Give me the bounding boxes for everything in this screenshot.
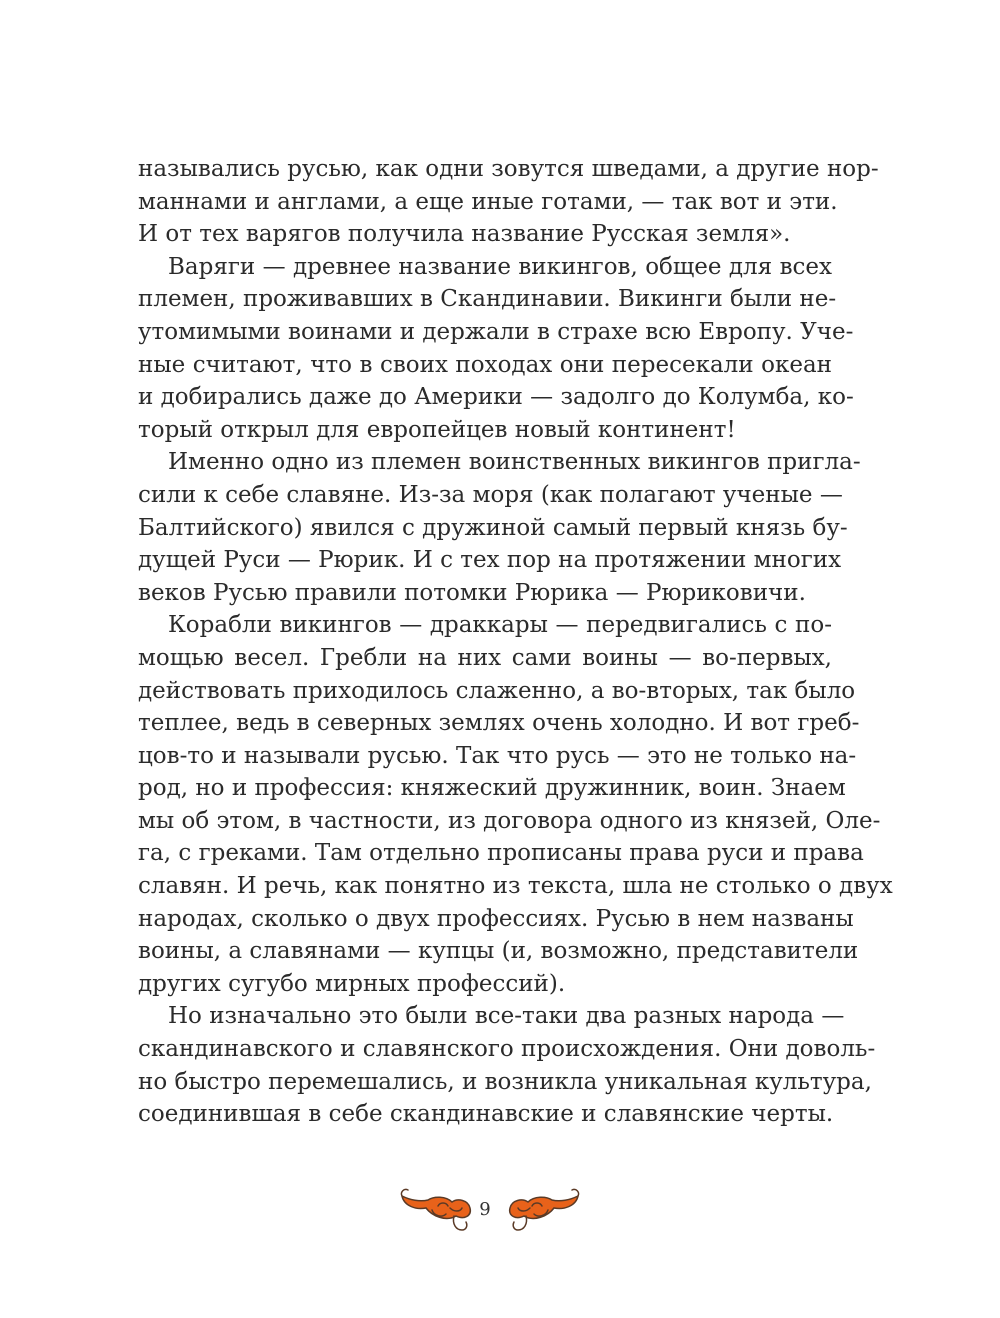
text-line: соединившая в себе скандинавские и славянские черты.	[138, 1101, 834, 1128]
text-line: веков Русью правили потомки Рюрика — Рюриковичи.	[138, 579, 806, 606]
paragraph	[138, 1000, 876, 1130]
text-line: Варяги — древнее название викингов, общее для всех	[168, 253, 832, 280]
text-line: род, но и профессия: княжеский дружинник, воин. Знаем	[138, 775, 846, 802]
text-line: но быстро перемешались, и возникла уникальная культура,	[138, 1068, 872, 1095]
text-line: и добирались даже до Америки — задолго до Колумба, ко-	[138, 384, 854, 411]
paragraph	[138, 153, 879, 251]
text-line: торый открыл для европейцев новый континент!	[138, 416, 736, 443]
text-line: Именно одно из племен воинственных викингов пригла-	[168, 449, 861, 476]
text-line: дущей Руси — Рюрик. И с тех пор на протяжении многих	[138, 547, 842, 574]
text-line: славян. И речь, как понятно из текста, шла не столько о двух	[138, 873, 893, 900]
text-line: других сугубо мирных профессий).	[138, 970, 566, 997]
page-number: 9	[479, 1199, 491, 1220]
text-line: ные считают, что в своих походах они пересекали океан	[138, 351, 832, 378]
text-line: теплее, ведь в северных землях очень холодно. И вот греб-	[138, 710, 860, 737]
text-line: народах, сколько о двух профессиях. Русью в нем названы	[138, 905, 854, 932]
text-line: мы об этом, в частности, из договора одного из князей, Оле-	[138, 807, 881, 834]
text-line: га, с греками. Там отдельно прописаны права руси и права	[138, 840, 864, 867]
text-line: утомимыми воинами и держали в страхе всю Европу. Уче-	[138, 318, 854, 345]
paragraph	[138, 609, 893, 1000]
text-line: маннами и англами, а еще иные готами, — так вот и эти.	[138, 188, 838, 215]
swirl-ornament-icon	[398, 1186, 474, 1238]
text-line: Корабли викингов — драккары — передвигались с по-	[168, 612, 832, 639]
page-footer	[0, 1186, 1000, 1246]
text-line: действовать приходилось слаженно, а во-вторых, так было	[138, 677, 856, 704]
text-line: цов-то и называли русью. Так что русь — это не только на-	[138, 742, 857, 769]
body-text	[138, 153, 893, 1131]
text-line: Но изначально это были все-таки два разных народа —	[168, 1003, 845, 1030]
text-line: сили к себе славяне. Из-за моря (как полагают ученые —	[138, 481, 843, 508]
text-line: Балтийского) явился с дружиной самый первый князь бу-	[138, 514, 848, 541]
swirl-ornament-icon	[506, 1186, 582, 1238]
text-line: назывались русью, как одни зовутся шведами, а другие нор-	[138, 156, 879, 182]
text-line: мощью весел. Гребли на них сами воины — во-первых,	[138, 644, 832, 671]
text-line: скандинавского и славянского происхождения. Они доволь-	[138, 1036, 876, 1063]
text-line: племен, проживавших в Скандинавии. Викинги были не-	[138, 286, 837, 313]
paragraph	[138, 251, 854, 447]
text-line: И от тех варягов получила название Русская земля».	[138, 221, 791, 248]
text-line: воины, а славянами — купцы (и, возможно, представители	[138, 938, 859, 965]
paragraph	[138, 446, 861, 609]
